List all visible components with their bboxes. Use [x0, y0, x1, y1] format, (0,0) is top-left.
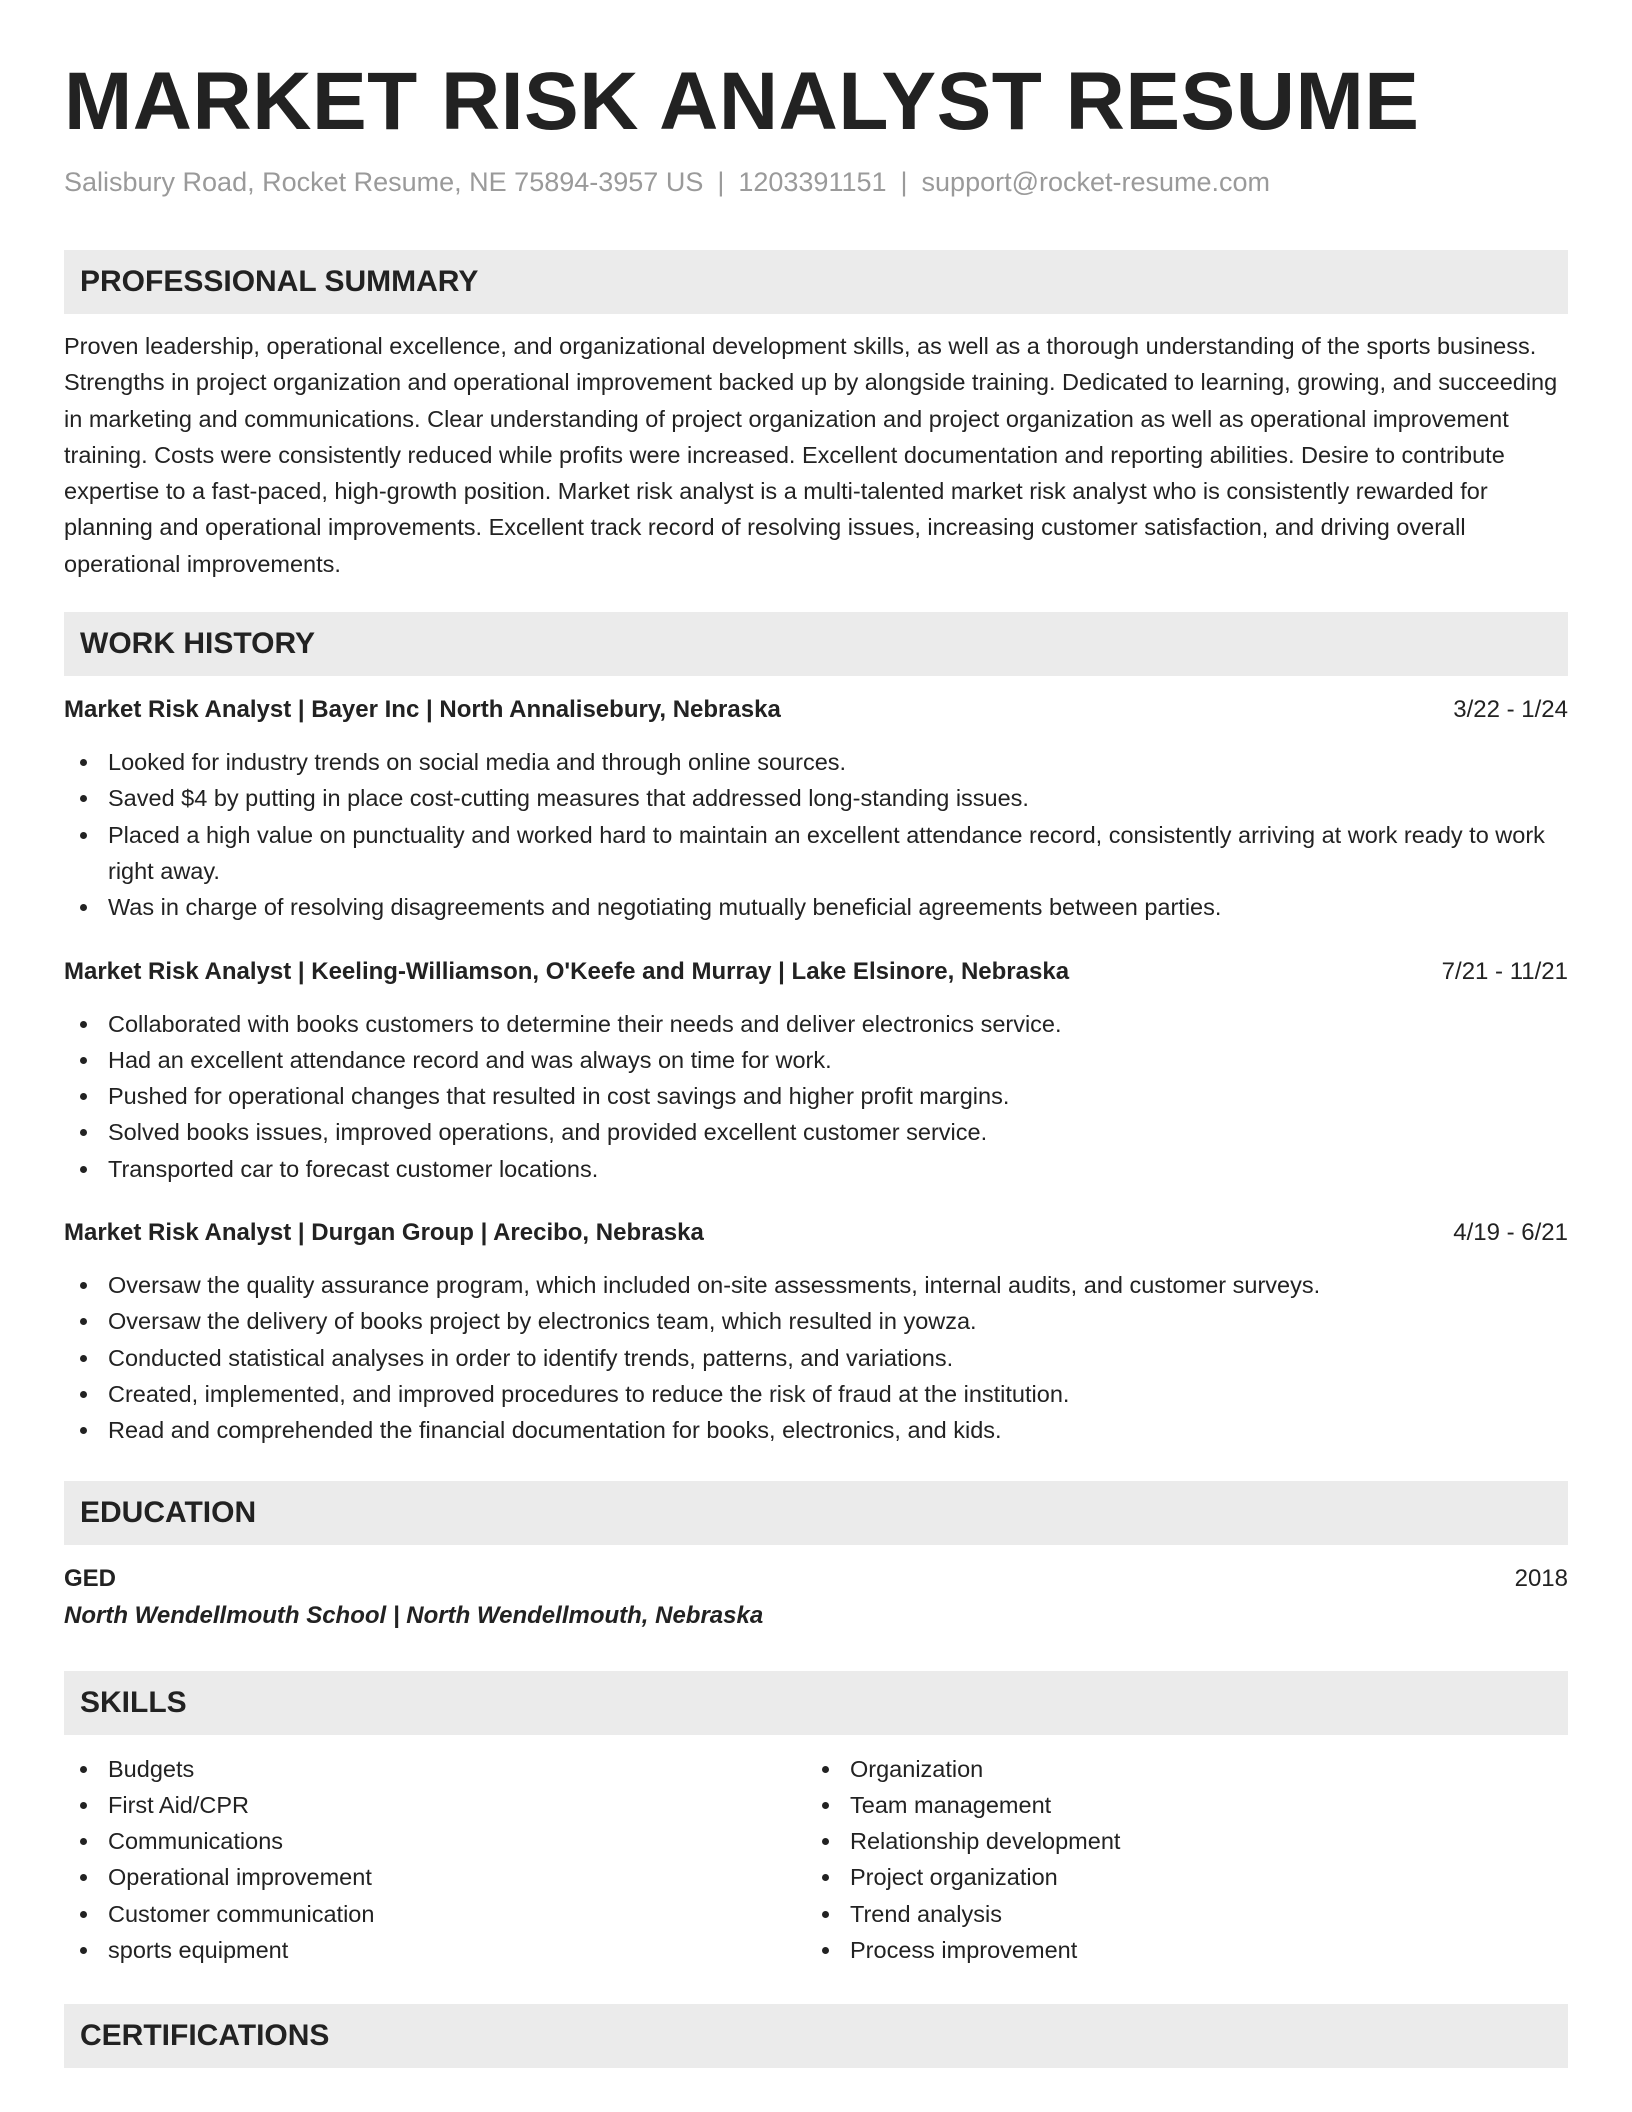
job-bullet: Transported car to forecast customer locations.: [64, 1151, 1568, 1187]
contact-address: Salisbury Road, Rocket Resume, NE 75894-3957 US: [64, 167, 704, 197]
skill-item: Communications: [64, 1823, 806, 1859]
skill-item: Organization: [806, 1751, 1548, 1787]
skill-item: Trend analysis: [806, 1896, 1548, 1932]
job-header: [64, 1215, 1568, 1251]
certifications-heading: CERTIFICATIONS: [64, 2004, 1568, 2068]
skill-item: Budgets: [64, 1751, 806, 1787]
skill-item: Relationship development: [806, 1823, 1548, 1859]
contact-separator: |: [717, 167, 725, 197]
skills-column-right: [806, 1751, 1548, 1969]
skill-item: Project organization: [806, 1859, 1548, 1895]
skills-column-left: [64, 1751, 806, 1969]
job-bullet: Solved books issues, improved operations, and provided excellent customer service.: [64, 1114, 1568, 1150]
job-header: [64, 692, 1568, 728]
summary-text: Proven leadership, operational excellence, and organizational development skills, as well as a thorough understanding of the sports business. Strengths in project organization and operational improvement backed up by alongside training. Dedicated to learning, growing, and succeeding in marketing and communications. Clear understanding of project organization and project organization as well as operational improvement training. Costs were consistently reduced while profits were increased. Excellent documentation and reporting abilities. Desire to contribute expertise to a fast-paced, high-growth position. Market risk analyst is a multi-talented market risk analyst who is consistently rewarded for planning and operational improvements. Excellent track record of resolving issues, increasing customer satisfaction, and driving overall operational improvements.: [64, 333, 1558, 577]
job-bullet: Placed a high value on punctuality and worked hard to maintain an excellent attendance record, consistently arriving at work ready to work right away.: [64, 817, 1568, 890]
skills-heading: SKILLS: [64, 1671, 1568, 1735]
summary-heading: PROFESSIONAL SUMMARY: [64, 250, 1568, 314]
job-header: [64, 954, 1568, 990]
job-dates: 3/22 - 1/24: [1453, 696, 1568, 724]
job-entry: [64, 954, 1568, 1187]
skill-item: sports equipment: [64, 1932, 806, 1968]
job-title: Market Risk Analyst | Durgan Group | Arecibo, Nebraska: [64, 1219, 704, 1247]
education-school: North Wendellmouth School | North Wendellmouth, Nebraska: [64, 1601, 764, 1629]
job-entry: [64, 692, 1568, 925]
job-dates: 7/21 - 11/21: [1441, 957, 1568, 985]
job-bullet: Read and comprehended the financial documentation for books, electronics, and kids.: [64, 1412, 1568, 1448]
contact-separator: |: [900, 167, 908, 197]
skill-item: Customer communication: [64, 1896, 806, 1932]
education-entry: [64, 1561, 1568, 1597]
job-bullet: Looked for industry trends on social media and through online sources.: [64, 744, 1568, 780]
work-history-heading: WORK HISTORY: [64, 612, 1568, 676]
job-bullets: [64, 1267, 1568, 1448]
skills-list: [64, 1751, 1568, 1969]
skill-item: Process improvement: [806, 1932, 1548, 1968]
contact-phone: 1203391151: [738, 167, 887, 197]
job-bullet: Created, implemented, and improved procedures to reduce the risk of fraud at the institution.: [64, 1376, 1568, 1412]
job-bullet: Conducted statistical analyses in order to identify trends, patterns, and variations.: [64, 1340, 1568, 1376]
job-entry: [64, 1215, 1568, 1448]
job-bullet: Oversaw the quality assurance program, which included on-site assessments, internal audits, and customer surveys.: [64, 1267, 1568, 1303]
job-bullets: [64, 1006, 1568, 1187]
job-title: Market Risk Analyst | Bayer Inc | North Annalisebury, Nebraska: [64, 696, 781, 724]
job-bullet: Oversaw the delivery of books project by electronics team, which resulted in yowza.: [64, 1303, 1568, 1339]
job-dates: 4/19 - 6/21: [1453, 1219, 1568, 1247]
education-heading: EDUCATION: [64, 1481, 1568, 1545]
education-degree: GED: [64, 1564, 117, 1592]
education-year: 2018: [1514, 1564, 1568, 1592]
skill-item: Team management: [806, 1787, 1548, 1823]
contact-email: support@rocket-resume.com: [921, 167, 1271, 197]
skill-item: Operational improvement: [64, 1859, 806, 1895]
job-bullet: Collaborated with books customers to determine their needs and deliver electronics service.: [64, 1006, 1568, 1042]
job-bullet: Had an excellent attendance record and was always on time for work.: [64, 1042, 1568, 1078]
job-bullet: Pushed for operational changes that resulted in cost savings and higher profit margins.: [64, 1078, 1568, 1114]
job-bullet: Saved $4 by putting in place cost-cutting measures that addressed long-standing issues.: [64, 780, 1568, 816]
job-title: Market Risk Analyst | Keeling-Williamson, O'Keefe and Murray | Lake Elsinore, Nebraska: [64, 957, 1070, 985]
resume-title: MARKET RISK ANALYST RESUME: [64, 56, 1420, 147]
job-bullet: Was in charge of resolving disagreements and negotiating mutually beneficial agreements between parties.: [64, 889, 1568, 925]
skill-item: First Aid/CPR: [64, 1787, 806, 1823]
job-bullets: [64, 744, 1568, 925]
contact-line: [64, 164, 1568, 200]
